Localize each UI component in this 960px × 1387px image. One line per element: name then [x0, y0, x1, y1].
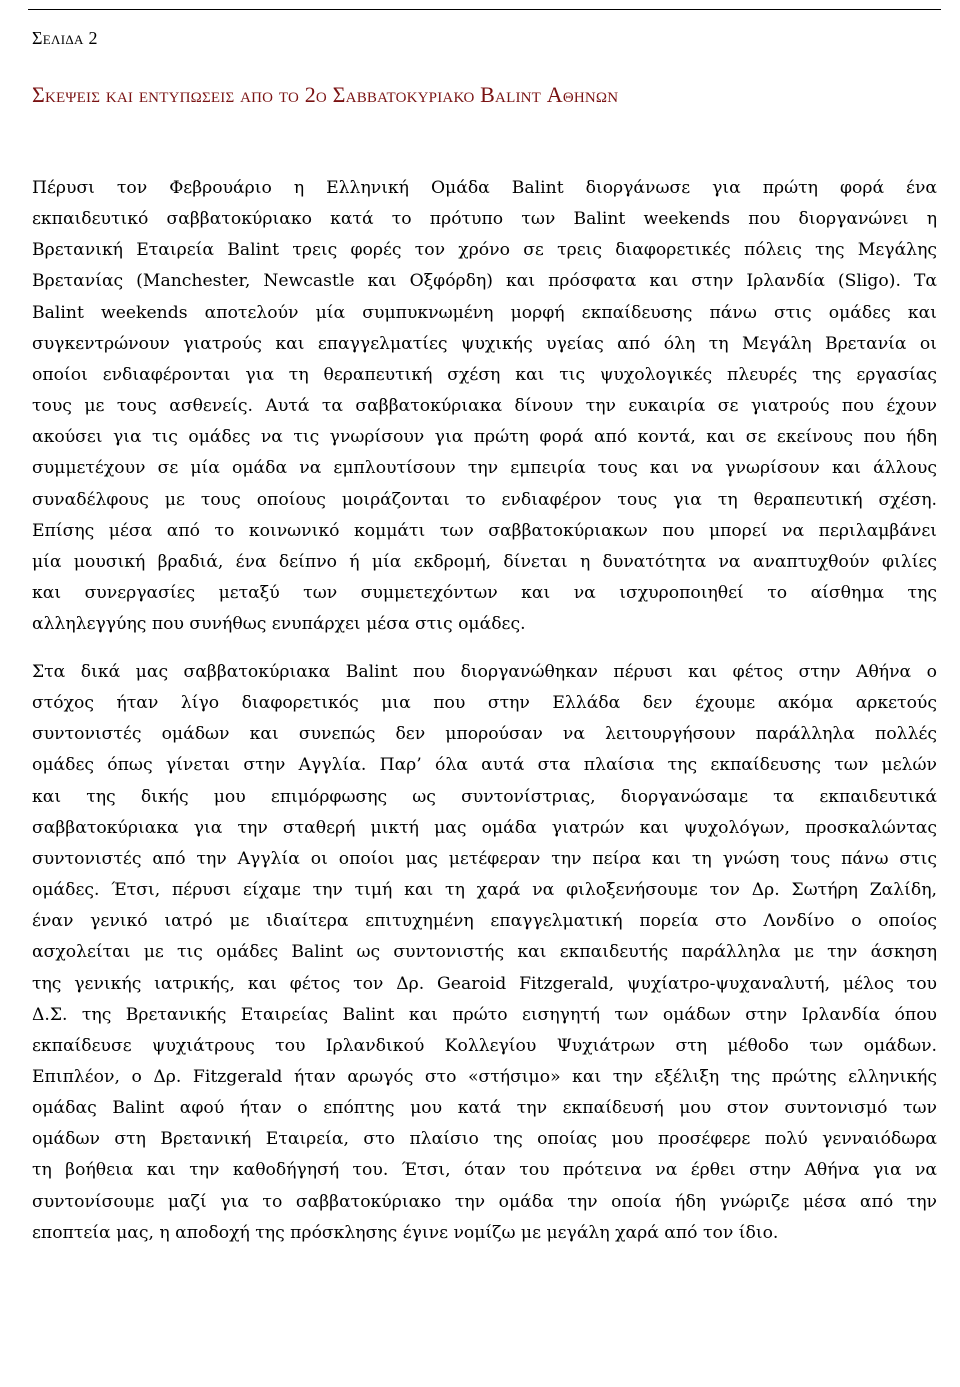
page-header: Σελιδα 2 [32, 28, 98, 48]
paragraph-2-line: συντονιστές από την Αγγλία οι οποίοι μας μετέφεραν την πείρα και τη γνώση τους πάνω στις [32, 848, 937, 869]
paragraph-2-line: Επιπλέον, ο Δρ. Fitzgerald ήταν αρωγός στο «στήσιμο» και την εξέλιξη της πρώτης ελληνικής [32, 1066, 937, 1087]
paragraph-2-line: Δ.Σ. της Βρετανικής Εταιρείας Balint και πρώτο εισηγητή των ομάδων στην Ιρλανδία όπου [32, 1004, 937, 1025]
paragraph-2-line: σαββατοκύριακα για την σταθερή μικτή μας ομάδα γιατρών και ψυχολόγων, προσκαλώντας [32, 817, 937, 838]
paragraph-1-line: Balint weekends αποτελούν μία συμπυκνωμένη μορφή εκπαίδευσης πάνω στις ομάδες και [32, 302, 937, 323]
paragraph-1-line: τους με τους ασθενείς. Αυτά τα σαββατοκύριακα δίνουν την ευκαιρία σε γιατρούς που έχουν [32, 396, 937, 417]
paragraph-2-line: στόχος ήταν λίγο διαφορετικός μια που στην Ελλάδα δεν έχουμε ακόμα αρκετούς [32, 693, 937, 714]
paragraph-1-line: Πέρυσι τον Φεβρουάριο η Ελληνική Ομάδα Balint διοργάνωσε για πρώτη φορά ένα [32, 178, 937, 198]
paragraph-1-line: οποίοι ενδιαφέρονται για τη θεραπευτική σχέση και τις ψυχολογικές πλευρές της εργασίας [32, 364, 937, 385]
paragraph-2-line: τη βοήθεια και την καθοδήγησή του. Έτσι, όταν του πρότεινα να έρθει στην Αθήνα για να [32, 1160, 937, 1181]
paragraph-2-line: εκπαίδευσε ψυχιάτρους του Ιρλανδικού Κολλεγίου Ψυχιάτρων στη μέθοδο των ομάδων. [32, 1035, 937, 1056]
paragraph-1-line: μία μουσική βραδιά, ένα δείπνο ή μία εκδρομή, δίνεται η δυνατότητα να αναπτυχθούν φιλίες [32, 551, 937, 572]
paragraph-1-line: συγκεντρώνουν γιατρούς και επαγγελματίες ψυχικής υγείας από όλη τη Μεγάλη Βρετανία οι [32, 333, 937, 354]
paragraph-2-line: Στα δικά μας σαββατοκύριακα Balint που διοργανώθηκαν πέρυσι και φέτος στην Αθήνα ο [32, 662, 937, 682]
paragraph-1-line: ακούσει για τις ομάδες να τις γνωρίσουν για πρώτη φορά από κοντά, και σε εκείνους που ήδη [32, 427, 937, 448]
paragraph-1-line: αλληλεγγύης που συνήθως ενυπάρχει μέσα στις ομάδες. [32, 614, 526, 635]
paragraph-2-line: της γενικής ιατρικής, και φέτος τον Δρ. Gearoid Fitzgerald, ψυχίατρο-ψυχαναλυτή, μέλος του [32, 973, 937, 994]
paragraph-1-line: Βρετανίας (Manchester, Newcastle και Οξφόρδη) και πρόσφατα και στην Ιρλανδία (Sligo). Τα [32, 271, 937, 292]
paragraph-1-line: συμμετέχουν σε μία ομάδα να εμπλουτίσουν την εμπειρία τους και να γνωρίσουν και άλλους [32, 458, 937, 479]
paragraph-1-line: Βρετανική Εταιρεία Balint τρεις φορές τον χρόνο σε τρεις διαφορετικές πόλεις της Μεγάλης [32, 240, 937, 261]
paragraph-1-line: συναδέλφους με τους οποίους μοιράζονται το ενδιαφέρον τους για τη θεραπευτική σχέση. [32, 489, 937, 510]
article-title: Σκεψεις και εντυπωσεις απο το 2ο Σαββατοκυριακο Balint Αθηνων [32, 82, 619, 107]
paragraph-2-line: ομάδες όπως γίνεται στην Αγγλία. Παρ’ όλα αυτά στα πλαίσια της εκπαίδευσης των μελών [32, 755, 937, 776]
paragraph-1-line: Επίσης μέσα από το κοινωνικό κομμάτι των σαββατοκύριακων που μπορεί να περιλαμβάνει [32, 520, 937, 541]
paragraph-2-line: εποπτεία μας, η αποδοχή της πρόσκλησης έγινε νομίζω με μεγάλη χαρά από τον ίδιο. [32, 1222, 779, 1243]
paragraph-2-line: συντονιστές ομάδων και συνεπώς δεν μπορούσαν να λειτουργήσουν παράλληλα πολλές [32, 724, 937, 745]
paragraph-2-line: ομάδων στη Βρετανική Εταιρεία, στο πλαίσιο της οποίας μου προσέφερε πολύ γενναιόδωρα [32, 1129, 937, 1150]
paragraph-1-line: και συνεργασίες μεταξύ των συμμετεχόντων και να ισχυροποιηθεί το αίσθημα της [32, 582, 937, 603]
paragraph-1-line: εκπαιδευτικό σαββατοκύριακο κατά το πρότυπο των Balint weekends που διοργανώνει η [32, 209, 937, 230]
paragraph-2-line: ομάδες. Έτσι, πέρυσι είχαμε την τιμή και τη χαρά να φιλοξενήσουμε τον Δρ. Σωτήρη Ζαλίδη, [32, 880, 937, 901]
paragraph-2-line: συντονίσουμε μαζί για το σαββατοκύριακο την ομάδα την οποία ήδη γνώριζε μέσα από την [32, 1191, 937, 1212]
paragraph-2-line: έναν γενικό ιατρό με ιδιαίτερα επιτυχημένη επαγγελματική πορεία στο Λονδίνο ο οποίος [32, 911, 937, 932]
header-rule [28, 9, 941, 10]
paragraph-2-line: ασχολείται με τις ομάδες Balint ως συντονιστής και εκπαιδευτής παράλληλα με την άσκηση [32, 942, 937, 963]
paragraph-2-line: και της δικής μου επιμόρφωσης ως συντονίστριας, διοργανώσαμε τα εκπαιδευτικά [32, 786, 937, 807]
paragraph-2-line: ομάδας Balint αφού ήταν ο επόπτης μου κατά την εκπαίδευσή μου στον συντονισμό των [32, 1098, 937, 1119]
